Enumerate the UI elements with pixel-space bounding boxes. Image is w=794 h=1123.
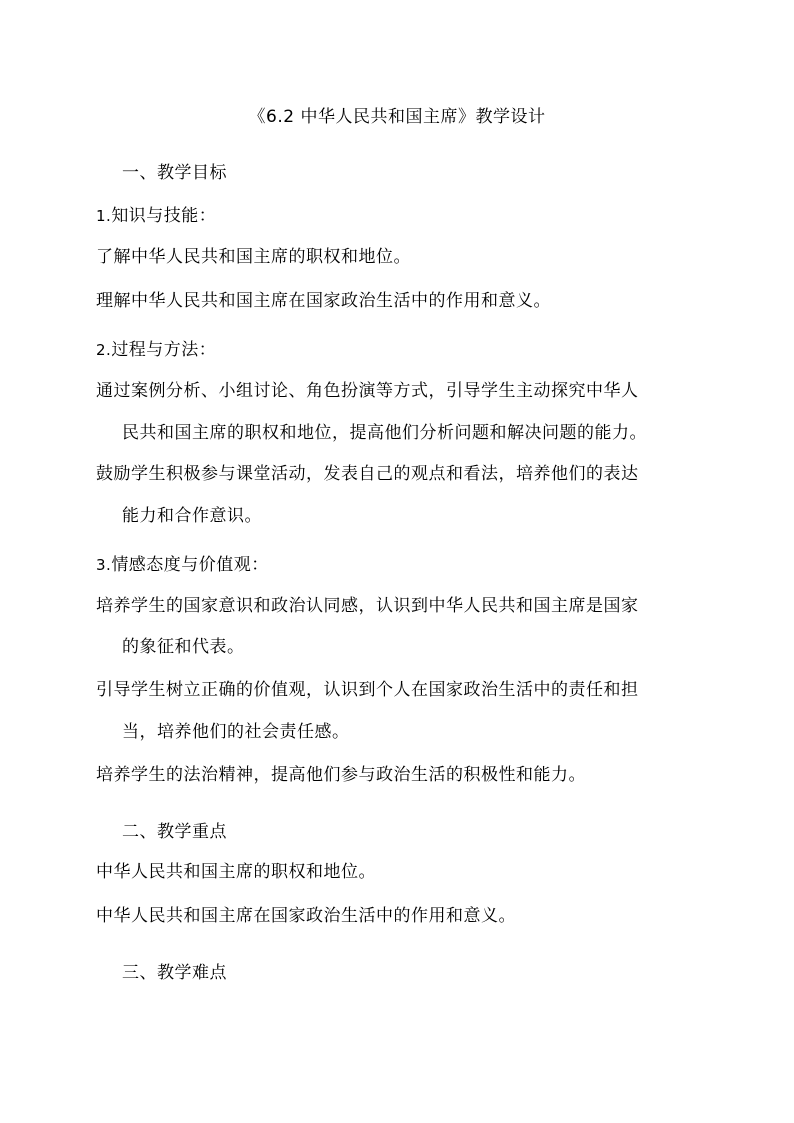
paragraph: 理解中华人民共和国主席在国家政治生活中的作用和意义。: [96, 291, 551, 311]
paragraph-line: 培养学生的国家意识和政治认同感，认识到中华人民共和国主席是国家: [96, 596, 639, 616]
subsection-attitudes-values: [96, 554, 269, 576]
document-title: 《6.2 中华人民共和国主席》教学设计: [248, 107, 546, 127]
subsection-number: 2.: [96, 341, 112, 359]
subsection-label: 过程与方法：: [111, 340, 217, 360]
paragraph-line: 的象征和代表。: [122, 637, 245, 657]
paragraph: 中华人民共和国主席的职权和地位。: [96, 862, 376, 882]
subsection-number: 3.: [96, 556, 112, 574]
subsection-number: 1.: [96, 207, 112, 225]
paragraph-line: 鼓励学生积极参与课堂活动，发表自己的观点和看法，培养他们的表达: [96, 464, 639, 484]
paragraph-line: 能力和合作意识。: [122, 506, 262, 526]
subsection-label: 知识与技能：: [111, 206, 217, 226]
section-heading-key-points: 二、教学重点: [122, 822, 227, 842]
paragraph: 了解中华人民共和国主席的职权和地位。: [96, 247, 411, 267]
subsection-knowledge-skills: [96, 205, 216, 227]
subsection-label: 情感态度与价值观：: [111, 555, 269, 575]
paragraph-line: 培养学生的法治精神，提高他们参与政治生活的积极性和能力。: [96, 765, 586, 785]
subsection-process-methods: [96, 339, 216, 361]
section-heading-objectives: 一、教学目标: [122, 163, 227, 183]
paragraph-line: 通过案例分析、小组讨论、角色扮演等方式，引导学生主动探究中华人: [96, 381, 639, 401]
paragraph-line: 引导学生树立正确的价值观，认识到个人在国家政治生活中的责任和担: [96, 680, 639, 700]
paragraph-line: 民共和国主席的职权和地位，提高他们分析问题和解决问题的能力。: [122, 423, 647, 443]
paragraph-line: 当，培养他们的社会责任感。: [122, 722, 350, 742]
section-heading-difficulties: 三、教学难点: [122, 963, 227, 983]
paragraph: 中华人民共和国主席在国家政治生活中的作用和意义。: [96, 906, 516, 926]
